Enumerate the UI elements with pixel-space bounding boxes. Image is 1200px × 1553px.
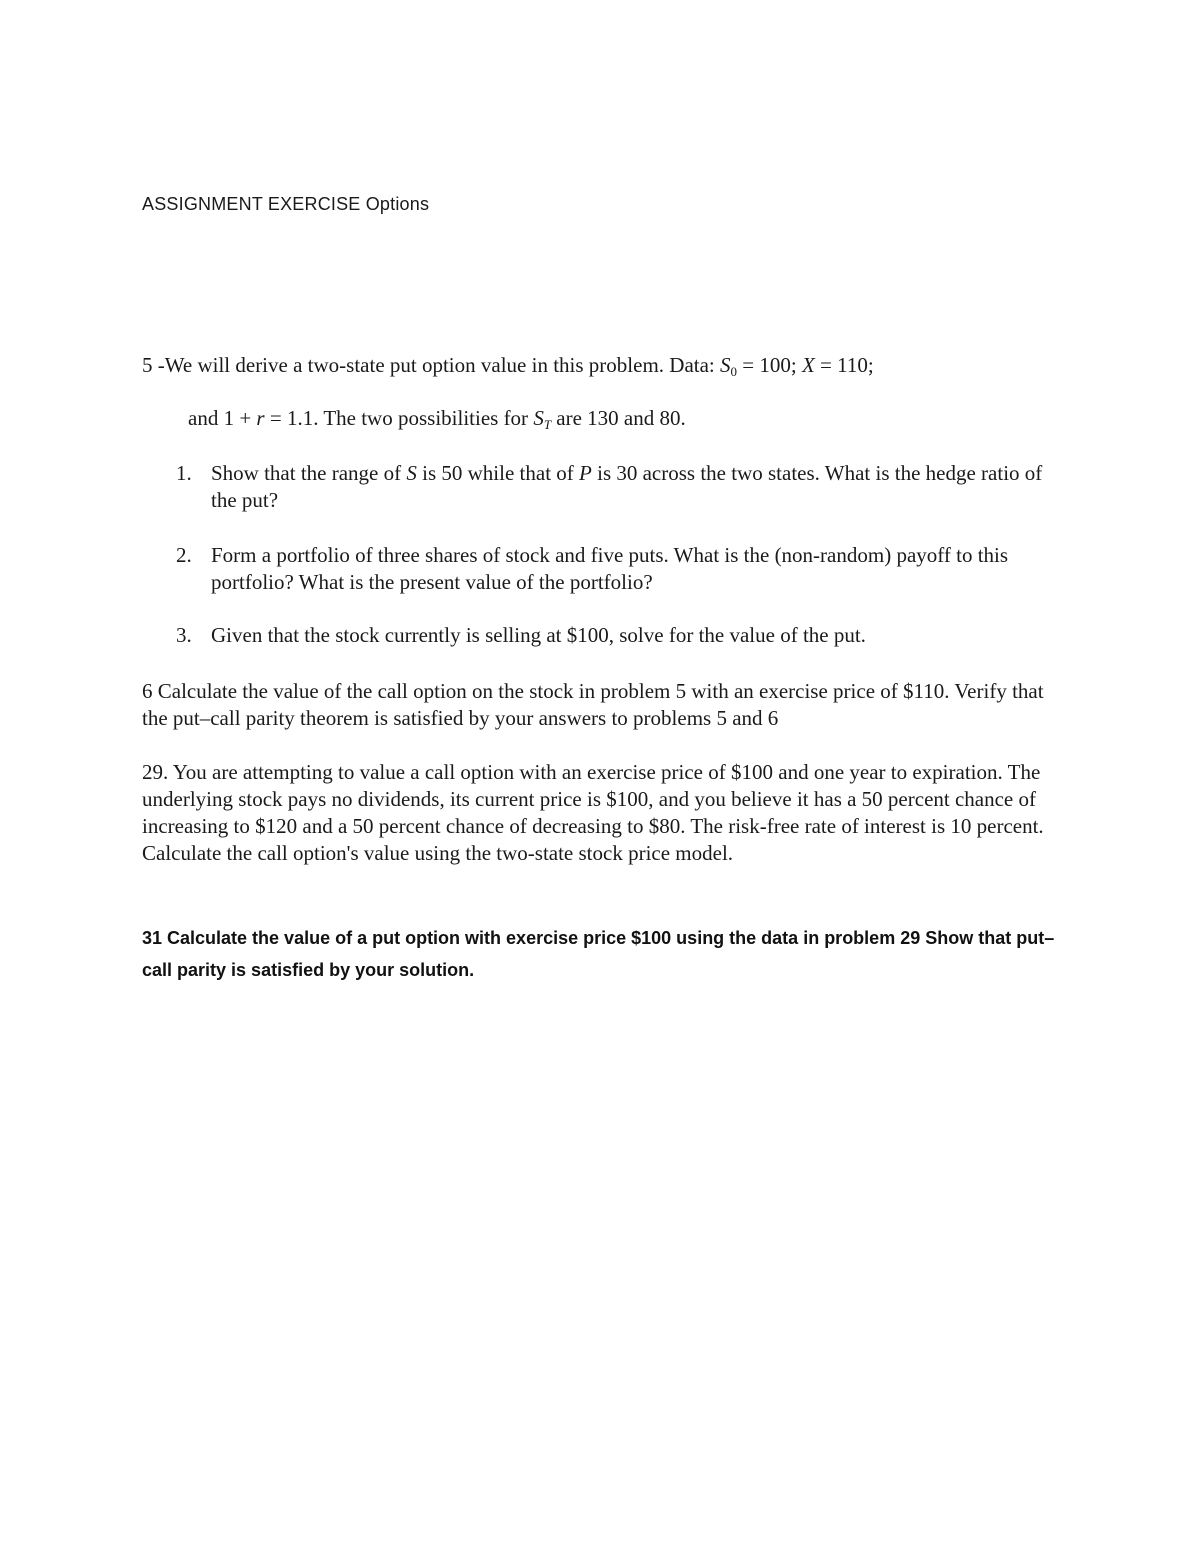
q5-line2-c: are 130 and 80. [551, 406, 686, 430]
q5-st-var: S [533, 406, 544, 430]
question-5-intro [142, 352, 1072, 385]
q5-s0-sub: 0 [730, 364, 738, 379]
q5-st-sub: T [543, 417, 552, 432]
list-item-text: Form a portfolio of three shares of stock and five puts. What is the (non-random) payoff to this portfolio? What is the present value of the portfolio? [211, 543, 1009, 594]
item1-text-a: Show that the range of [211, 461, 407, 485]
list-item-text [211, 460, 1071, 514]
q5-x-var: X [801, 353, 815, 377]
q5-s0-var: S [720, 353, 731, 377]
q5-r-var: r [256, 406, 265, 430]
list-item-number: 3. [176, 623, 192, 647]
q5-x-value: = 110; [814, 353, 874, 377]
item1-text-b: is 50 while that of [416, 461, 580, 485]
question-29: 29. You are attempting to value a call option with an exercise price of $100 and one year to expiration. The underlying stock pays no dividends, its current price is $100, and you believe it has a 50 percent chance of increasing to $120 and a 50 percent chance of decreasing to $80. The risk-free rate of interest is 10 percent. Calculate the call option's value using the two-state stock price model. [142, 760, 1044, 865]
q5-s0-value: = 100; [737, 353, 802, 377]
question-5-line2 [188, 405, 1118, 438]
q5-line2-b: = 1.1. The two possibilities for [264, 406, 534, 430]
item1-text-c: is 30 across the two states. What is the hedge ratio of the put? [211, 461, 1043, 512]
page-title: ASSIGNMENT EXERCISE Options [142, 194, 430, 214]
q5-intro-text: 5 -We will derive a two-state put option value in this problem. Data: [142, 353, 721, 377]
item1-var-s: S [406, 461, 417, 485]
list-item-text: Given that the stock currently is selling at $100, solve for the value of the put. [211, 623, 866, 647]
list-item-number: 2. [176, 543, 192, 567]
question-31: 31 Calculate the value of a put option with exercise price $100 using the data in problem 29 Show that put–call parity is satisfied by your solution. [142, 928, 1055, 980]
item1-var-p: P [579, 461, 592, 485]
list-item-number: 1. [176, 461, 192, 485]
q5-line2-a: and 1 + [188, 406, 257, 430]
question-6: 6 Calculate the value of the call option on the stock in problem 5 with an exercise price of $110. Verify that the put–call parity theorem is satisfied by your answers to problems 5 and 6 [142, 679, 1044, 730]
